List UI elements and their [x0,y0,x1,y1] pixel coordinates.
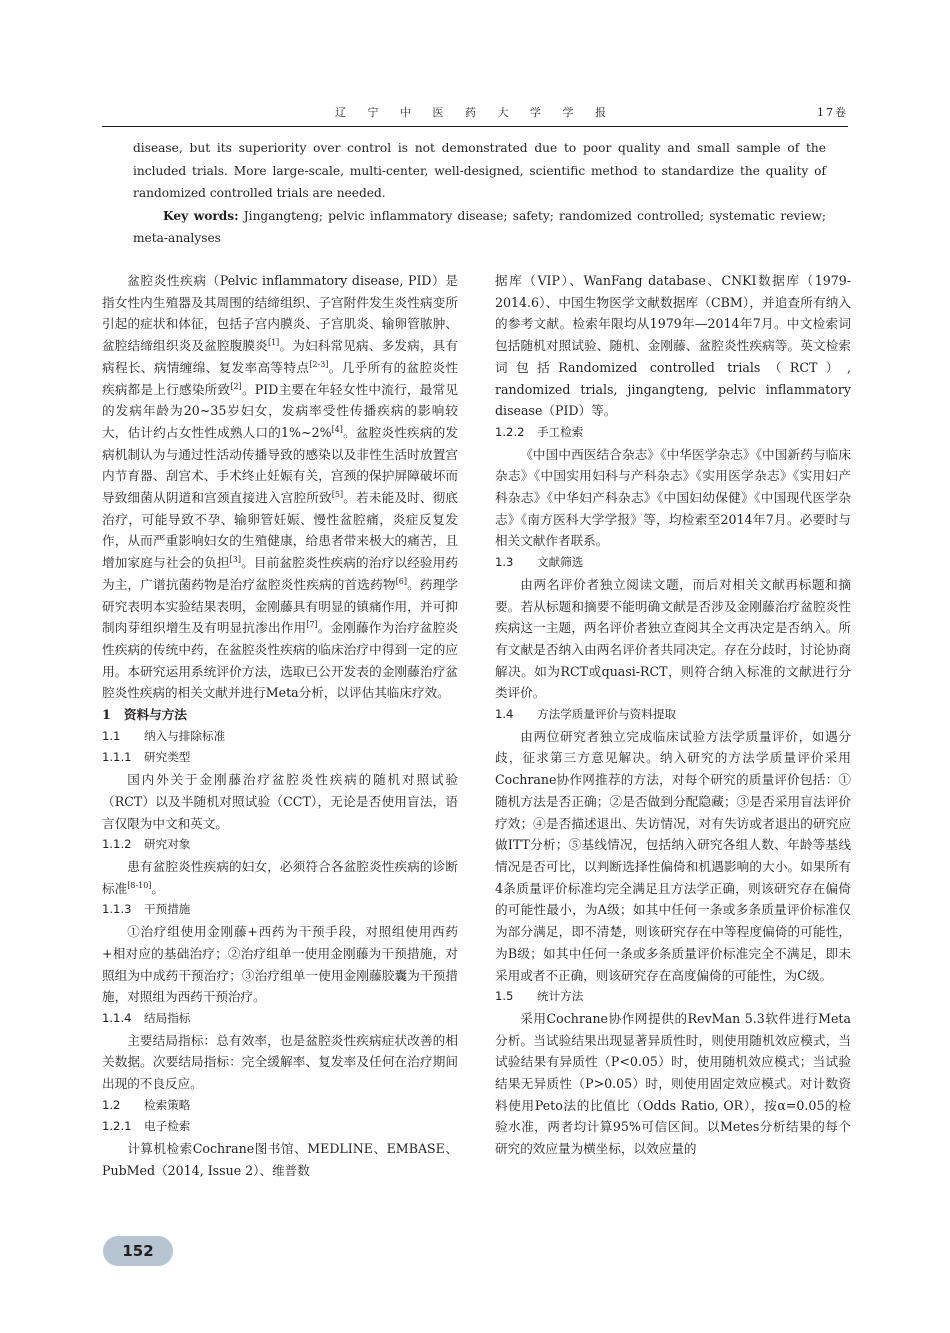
citation: [1] [267,337,280,347]
citation: [2-3] [309,359,329,369]
paragraph-quality-assessment: 由两位研究者独立完成临床试验方法学质量评价，如遇分歧，征求第三方意见解决。纳入研究的方法学质量评价采用Cochrane协作网推荐的方法，对每个研究的质量评价包括：①随机方法是否正确；②是否做到分配隐藏；③是否采用盲法评价疗效；④是否描述退出、失访情况，对有失访或者退出的研究应做ITT分析；⑤基线情况，包括纳入研究各组人数、年龄等基线情况是否可比，以判断选择性偏倚和机遇影响的大小。如果所有4条质量评价标准均完全满足且方法学正确，则该研究存在偏倚的可能性最小，为A级；如其中任何一条或多条质量评价标准仅为部分满足，即不清楚，则该研究存在中等程度偏倚的可能性，为B级；如其中任何一条或多条质量评价标准完全不满足，即未采用或者不正确，则该研究存在高度偏倚的可能性，为C级。 [495,728,851,983]
right-column [495,270,851,1160]
citation: [2] [230,381,242,391]
citation: [6] [395,576,407,586]
keywords-label: Key words: [163,208,239,223]
section-heading-1-1-4: 1.1.4 结局指标 [102,1010,191,1025]
paragraph-manual-search: 《中国中西医结合杂志》《中华医学杂志》《中国新药与临床杂志》《中国实用妇科与产科杂志》《实用医学杂志》《实用妇产科杂志》《中华妇产科杂志》《中国妇幼保健》《中国现代医学杂志》《南方医科大学学报》等，均检索至2014年7月。必要时与相关文献作者联系。 [495,446,851,549]
citation: [7] [306,620,318,630]
paragraph-study-type: 国内外关于金刚藤治疗盆腔炎性疾病的随机对照试验（RCT）以及半随机对照试验（CCT），无论是否使用盲法，语言仅限为中文和英文。 [102,772,458,831]
section-heading-1-2-1: 1.2.1 电子检索 [102,1119,191,1134]
keywords-text: Jingangteng; pelvic inflammatory disease; safety; randomized controlled; systematic review; meta-analyses [133,208,826,245]
citation: [8-10] [127,880,152,890]
paragraph-subjects: 患有盆腔炎性疾病的妇女，必须符合各盆腔炎性疾病的诊断标准[8-10]。 [102,858,458,896]
paragraph-search-continued: 据库（VIP）、WanFang database、CNKI数据库（1979-2014.6）、中国生物医学文献数据库（CBM），并追查所有纳入的参考文献。检索年限均从1979年—2014年7月。中文检索词包括随机对照试验、随机、金刚藤、盆腔炎性疾病等。英文检索词包括Randomized controlled trials（RCT）, randomized trials, jingangteng, pelvic inflammatory disease（PID）等。 [495,273,851,419]
section-heading-1-3: 1.3 文献筛选 [495,555,584,570]
section-heading-1-1-1: 1.1.1 研究类型 [102,750,191,765]
section-heading-1-5: 1.5 统计方法 [495,989,584,1004]
journal-title: 辽 宁 中 医 药 大 学 学 报 [335,106,615,119]
section-heading-1-1-3: 1.1.3 干预措施 [102,902,191,917]
citation: [3] [229,554,241,564]
paragraph-screening: 由两名评价者独立阅读文题，而后对相关文献再标题和摘要。若从标题和摘要不能明确文献是否涉及金刚藤治疗盆腔炎性疾病这一主题，两名评价者独立查阅其全文再决定是否纳入。所有文献是否纳入由两名评价者共同决定。存在分歧时，讨论协商解决。如为RCT或quasi-RCT，则符合纳入标准的文献进行分类评价。 [495,576,851,701]
citation: [5] [331,489,344,499]
citation: [4] [331,424,343,434]
header-rule [102,126,848,127]
keywords-line [133,205,826,250]
section-heading-1-1: 1.1 纳入与排除标准 [102,728,226,743]
volume-label: 17卷 [817,106,848,119]
section-heading-1: 1 资料与方法 [102,707,187,723]
abstract-continuation [133,137,826,250]
running-header [102,102,848,124]
section-heading-1-2-2: 1.2.2 手工检索 [495,424,584,439]
left-column [102,270,458,1182]
paragraph-electronic-search: 计算机检索Cochrane图书馆、MEDLINE、EMBASE、PubMed（2014, Issue 2）、维普数 [102,1141,458,1178]
paragraph-interventions: ①治疗组使用金刚藤+西药为干预手段，对照组使用西药+相对应的基础治疗；②治疗组单一使用金刚藤为干预措施，对照组为中成药干预治疗；③治疗组单一使用金刚藤胶囊为干预措施，对照组为西药干预治疗。 [102,924,458,1005]
section-heading-1-2: 1.2 检索策略 [102,1097,191,1112]
section-heading-1-4: 1.4 方法学质量评价与资料提取 [495,707,677,722]
intro-paragraph: 盆腔炎性疾病（Pelvic inflammatory disease, PID）是指女性内生殖器及其周围的结缔组织、子宫附件发生炎性病变所引起的症状和体征，包括子宫内膜炎、子宫肌炎、输卵管脓肿、盆腔结缔组织炎及盆腔腹膜炎[1]。为妇科常见病、多发病，具有病程长、病情缠绵、复发率高等特点[2-3]。几乎所有的盆腔炎性疾病都是上行感染所致[2]。PID主要在年轻女性中流行，最常见的发病年龄为20~35岁妇女，发病率受性传播疾病的影响较大，估计约占女性性成熟人口的1%~2%[4]。盆腔炎性疾病的发病机制认为与通过性活动传播导致的感染以及非性生活时放置宫内节育器、刮宫术、手术终止妊娠有关，宫颈的保护屏障破坏而导致细菌从阴道和宫颈直接进入宫腔所致[5]。若未能及时、彻底治疗，可能导致不孕、输卵管妊娠、慢性盆腔痛，炎症反复发作，从而严重影响妇女的生殖健康，给患者带来极大的痛苦，且增加家庭与社会的负担[3]。目前盆腔炎性疾病的治疗以经验用药为主，广谱抗菌药物是治疗盆腔炎性疾病的首选药物[6]。药理学研究表明本实验结果表明，金刚藤具有明显的镇痛作用，并可抑制肉芽组织增生及有明显抗渗出作用[7]。金刚藤作为治疗盆腔炎性疾病的传统中药，在盆腔炎性疾病的临床治疗中得到一定的应用。本研究运用系统评价方法，选取已公开发表的金刚藤治疗盆腔炎性疾病的相关文献并进行Meta分析，以评估其临床疗效。 [102,273,459,701]
page-number-badge: 152 [103,1236,173,1266]
abstract-text: disease, but its superiority over control is not demonstrated due to poor quality and small sample of the included trials. More large-scale, multi-center, well-designed, scientific method to standardize the quality of randomized controlled trials are needed. [133,141,826,200]
paragraph-statistics: 采用Cochrane协作网提供的RevMan 5.3软件进行Meta分析。当试验结果出现显著异质性时，则使用随机效应模式，当试验结果有异质性（P<0.05）时，使用随机效应模式；当试验结果无异质性（P>0.05）时，则使用固定效应模式。对计数资料使用Peto法的比值比（Odds Ratio, OR），按α=0.05的检验水准，两者均计算95%可信区间。以Metes分析结果的每个研究的效应量为横坐标，以效应量的 [495,1010,851,1157]
section-heading-1-1-2: 1.1.2 研究对象 [102,837,191,852]
paragraph-outcomes: 主要结局指标：总有效率，也是盆腔炎性疾病症状改善的相关数据。次要结局指标：完全缓解率、复发率及任何在治疗期间出现的不良反应。 [102,1032,458,1092]
